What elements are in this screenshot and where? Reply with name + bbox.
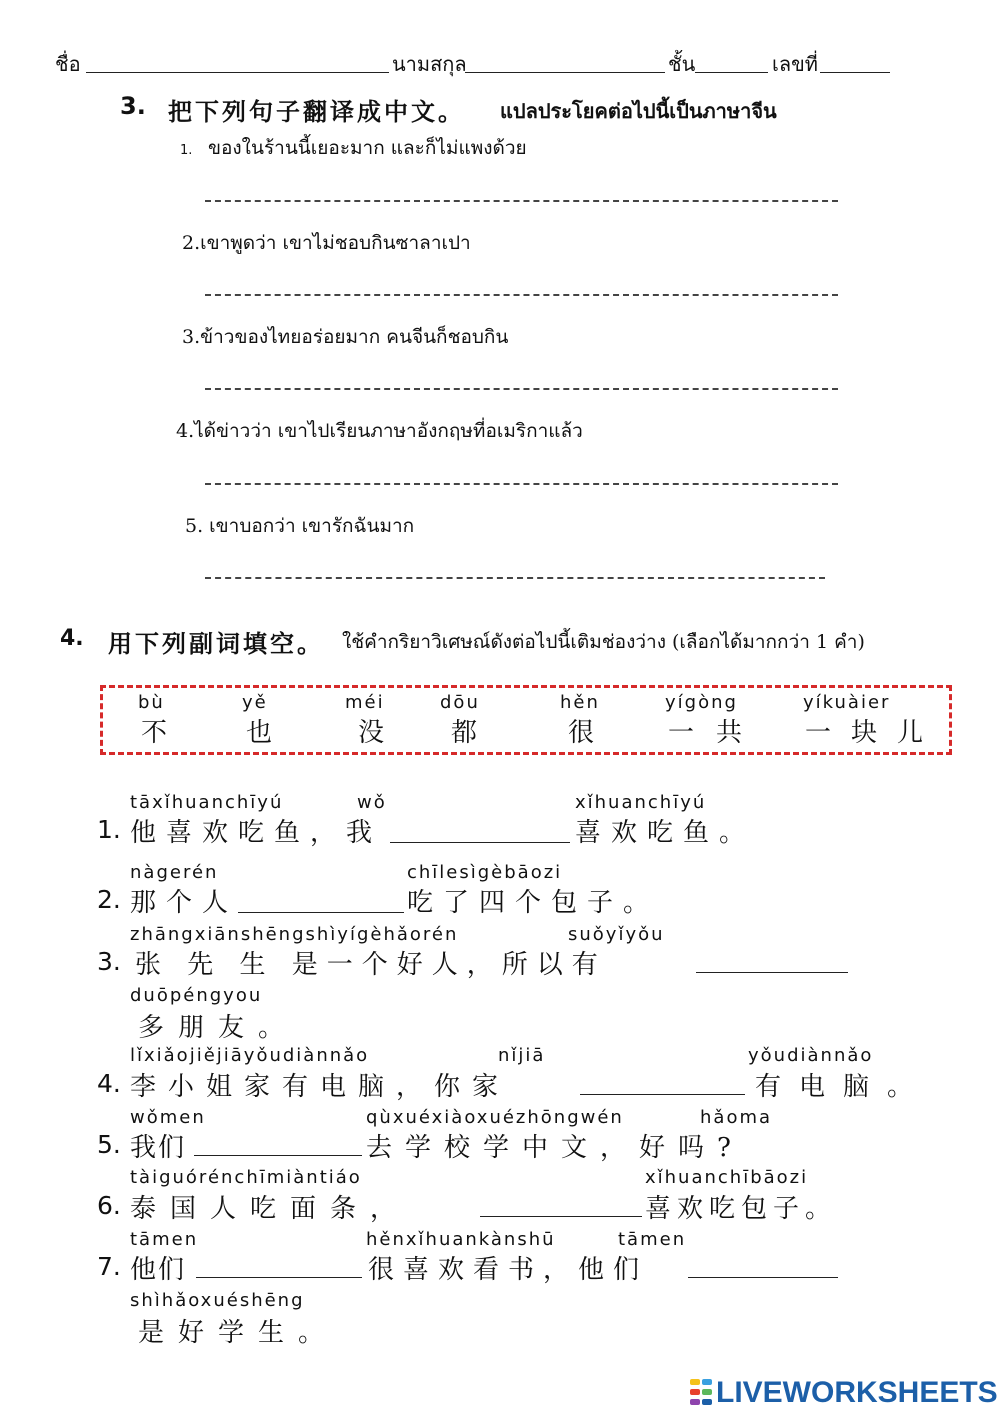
item-pinyin: tāxǐhuanchīyú [130,792,284,813]
item-pinyin: hěnxǐhuankànshū [366,1229,556,1250]
item-pinyin: suǒyǐyǒu [568,924,665,945]
word-pinyin: yígòng [665,692,738,713]
question-text: 4.ได้ข่าวว่า เขาไปเรียนภาษาอังกฤษที่อเมริกาแล้ว [176,420,583,442]
number-field-line[interactable] [820,72,890,73]
number-label: เลขที่ [772,52,818,76]
item-hanzi: 李小姐家有电脑，你家 [130,1072,511,1102]
fill-blank[interactable] [480,1216,642,1217]
item-hanzi: 我们 [130,1133,187,1163]
item-pinyin: tàiguórénchīmiàntiáo [130,1167,362,1188]
item-hanzi: 他喜欢吃鱼，我 [130,818,383,848]
question-text: 3.ข้าวของไทยอร่อยมาก คนจีนก็ชอบกิน [182,326,509,348]
word-pinyin: bù [138,692,165,713]
word-hanzi: 也 [246,718,275,748]
answer-line[interactable] [205,388,838,390]
surname-field-line[interactable] [465,72,665,73]
section4-title-cn: 用下列副词填空。 [108,630,324,658]
item-hanzi: 是好学生。 [138,1318,339,1348]
item-hanzi: 很喜欢看书，他们 [368,1255,649,1285]
item-pinyin: wǒmen [130,1107,206,1128]
item-pinyin: yǒudiànnǎo [748,1045,874,1066]
word-pinyin: méi [345,692,385,713]
item-pinyin: qùxuéxiàoxuézhōngwén [366,1107,624,1128]
logo-text: LIVEWORKSHEETS [716,1376,998,1409]
fill-blank[interactable] [688,1277,838,1278]
item-number: 1. [97,815,121,844]
class-label: ชั้น [668,52,696,76]
name-field-line[interactable] [86,72,389,73]
item-hanzi: 多朋友。 [138,1013,299,1043]
item-pinyin: duōpéngyou [130,985,263,1006]
section4-title-th: ใช้คำกริยาวิเศษณ์ดังต่อไปนี้เติมช่องว่าง (เลือกได้มากกว่า 1 คำ) [342,631,865,653]
section3-title-cn: 把下列句子翻译成中文。 [168,98,465,126]
word-hanzi: 一共 [668,718,765,748]
item-pinyin: wǒ [357,792,387,813]
section3-number: 3. [120,92,146,120]
item-pinyin: shìhǎoxuéshēng [130,1290,305,1311]
logo-icon [690,1379,712,1407]
item-number: 3. [97,947,121,976]
fill-blank[interactable] [238,912,404,913]
section4-number: 4. [60,626,84,651]
item-hanzi: 泰国人吃面条， [130,1194,411,1224]
class-field-line[interactable] [695,72,768,73]
question-text: 5. เขาบอกว่า เขารักฉันมาก [185,515,415,537]
item-number: 6. [97,1191,121,1220]
item-number: 4. [97,1069,121,1098]
item-hanzi: 他们 [130,1255,187,1285]
fill-blank[interactable] [196,1277,362,1278]
word-hanzi: 不 [141,718,170,748]
answer-line[interactable] [205,483,838,485]
surname-label: นามสกุล [392,52,467,76]
item-pinyin: nǐjiā [498,1045,546,1066]
item-number: 7. [97,1252,121,1281]
liveworksheets-logo [690,1376,998,1410]
item-number: 2. [97,885,121,914]
answer-line[interactable] [205,577,825,579]
answer-line[interactable] [205,200,838,202]
item-pinyin: zhāngxiānshēngshìyígèhǎorén [130,924,459,945]
question-text: ของในร้านนี้เยอะมาก และก็ไม่แพงด้วย [208,137,527,159]
item-pinyin: xǐhuanchībāozi [645,1167,809,1188]
word-hanzi: 很 [568,718,597,748]
item-pinyin: tāmen [130,1229,199,1250]
item-hanzi: 去学校学中文，好吗? [366,1133,744,1163]
fill-blank[interactable] [194,1155,362,1156]
fill-blank[interactable] [390,842,570,843]
item-hanzi: 有电脑。 [755,1072,932,1102]
item-pinyin: chīlesìgèbāozi [407,862,563,883]
item-number: 5. [97,1130,121,1159]
item-hanzi: 喜欢吃鱼。 [575,818,756,848]
word-pinyin: hěn [560,692,600,713]
item-hanzi: 吃了四个包子。 [407,888,660,918]
answer-line[interactable] [205,294,838,296]
item-pinyin: lǐxiǎojiějiāyǒudiànnǎo [130,1045,370,1066]
word-pinyin: yíkuàier [803,692,891,713]
item-hanzi: 喜欢吃包子。 [645,1194,838,1224]
fill-blank[interactable] [696,972,848,973]
question-text: 2.เขาพูดว่า เขาไม่ชอบกินซาลาเปา [182,232,471,254]
word-hanzi: 没 [358,718,387,748]
word-hanzi: 一块儿 [805,718,944,748]
fill-blank[interactable] [580,1094,745,1095]
item-pinyin: nàgerén [130,862,219,883]
word-pinyin: dōu [440,692,480,713]
item-pinyin: tāmen [618,1229,687,1250]
item-hanzi: 那个人 [130,888,239,918]
item-pinyin: hǎoma [700,1107,773,1128]
name-label: ชื่อ [55,52,81,76]
word-hanzi: 都 [451,718,480,748]
question-number: 1. [180,143,193,158]
item-pinyin: xǐhuanchīyú [575,792,707,813]
section3-title-th: แปลประโยคต่อไปนี้เป็นภาษาจีน [500,99,777,123]
word-pinyin: yě [242,692,268,713]
item-hanzi: 张 先 生 是一个好人，所以有 [135,950,607,980]
